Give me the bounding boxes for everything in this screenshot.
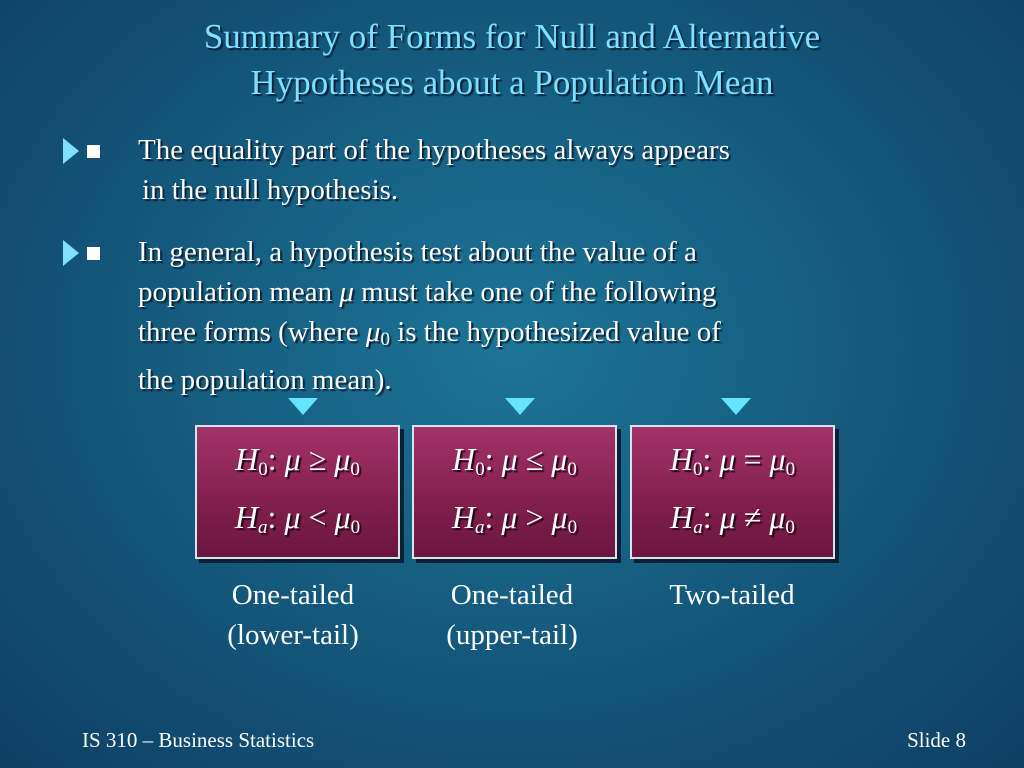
caption-two-tailed [612,575,852,615]
bullet-markers [60,240,120,268]
slide-title [0,14,1024,106]
mu-zero-symbol: μ [334,499,351,535]
operator: > [525,499,544,535]
colon: : [484,441,494,477]
alternative-hypothesis [414,499,615,539]
mu-zero-subscript: 0 [380,329,390,350]
colon: : [267,499,277,535]
null-hypothesis [414,441,615,481]
bullet-2-line-3 [138,312,938,360]
h-subscript: 0 [258,459,268,480]
bullet-2-line-1: In general, a hypothesis test about the value of a [138,236,697,268]
mu-symbol: μ [339,276,354,308]
bullet-1-line-1: The equality part of the hypotheses always appears [138,134,730,166]
h-subscript: a [693,517,703,538]
h-symbol: H [670,499,694,535]
bullet-2-text [138,232,938,400]
triangle-bullet-icon [63,240,79,266]
mu-zero-subscript: 0 [567,517,578,538]
h-subscript: 0 [693,459,703,480]
colon: : [267,441,277,477]
caption-lower-tail [173,575,413,655]
bullet-markers [60,138,120,166]
h-symbol: H [451,499,476,535]
mu-zero-subscript: 0 [350,517,361,538]
mu-symbol: μ [501,499,518,535]
hypothesis-box-upper-tail [412,425,617,559]
slide-title-line-2: Hypotheses about a Population Mean [250,63,774,102]
bullet-2-line-4: the population mean). [138,364,392,396]
caption-upper-tail [392,575,632,655]
mu-symbol: μ [284,499,301,535]
bullet-2 [60,232,960,396]
bullet-1-text [138,130,938,210]
h-subscript: 0 [475,459,485,480]
colon: : [484,499,494,535]
colon: : [702,441,712,477]
mu-zero-subscript: 0 [785,517,795,538]
down-arrow-icon [721,398,751,415]
bullet-2-line-3-b: is the hypothesized value of [397,316,721,348]
mu-symbol: μ [284,441,301,477]
bullet-1-line-2: in the null hypothesis. [142,174,399,206]
hypothesis-box-two-tailed [630,425,835,559]
operator: ≤ [525,441,544,477]
slide-number: 8 [955,728,966,752]
square-bullet-icon [87,247,100,260]
h-symbol: H [234,499,259,535]
down-arrow-icon [505,398,535,415]
mu-symbol: μ [719,441,736,477]
operator: ≥ [308,441,327,477]
mu-zero-symbol: μ [769,441,786,477]
operator: ≠ [743,499,762,535]
null-hypothesis [197,441,398,481]
mu-symbol: μ [501,441,518,477]
bullet-2-line-2-a: population mean [138,276,333,308]
footer-slide-number [907,728,966,753]
bullet-1 [60,130,960,210]
mu-zero-symbol: μ [551,441,568,477]
h-symbol: H [452,441,476,477]
colon: : [702,499,712,535]
bullet-2-line-2-b: must take one of the following [361,276,717,308]
down-arrow-icon [288,398,318,415]
mu-zero-subscript: 0 [567,459,577,480]
alternative-hypothesis [632,499,833,539]
caption-line-2: (lower-tail) [227,619,359,651]
h-subscript: a [258,517,268,538]
null-hypothesis [632,441,833,481]
operator: < [308,499,327,535]
mu-zero-symbol: μ [769,499,786,535]
operator: = [743,441,762,477]
mu-zero-symbol: μ [365,316,381,348]
slide-title-line-1: Summary of Forms for Null and Alternative [203,17,821,56]
h-subscript: a [475,517,485,538]
mu-zero-symbol: μ [551,499,568,535]
h-symbol: H [235,441,259,477]
mu-zero-subscript: 0 [350,459,360,480]
bullet-2-line-3-a: three forms (where [138,316,359,348]
hypothesis-box-lower-tail [195,425,400,559]
caption-line-1: One-tailed [231,579,355,611]
footer-course: IS 310 – Business Statistics [82,728,315,752]
square-bullet-icon [87,145,100,158]
mu-zero-symbol: μ [334,441,351,477]
caption-line-2: (upper-tail) [446,619,578,651]
mu-symbol: μ [719,499,736,535]
caption-line-1: One-tailed [450,579,574,611]
slide-label: Slide [907,728,951,752]
bullet-2-line-2 [138,272,938,312]
mu-zero-subscript: 0 [785,459,796,480]
caption-line-1: Two-tailed [669,579,795,611]
h-symbol: H [669,441,694,477]
triangle-bullet-icon [63,138,79,164]
alternative-hypothesis [197,499,398,539]
